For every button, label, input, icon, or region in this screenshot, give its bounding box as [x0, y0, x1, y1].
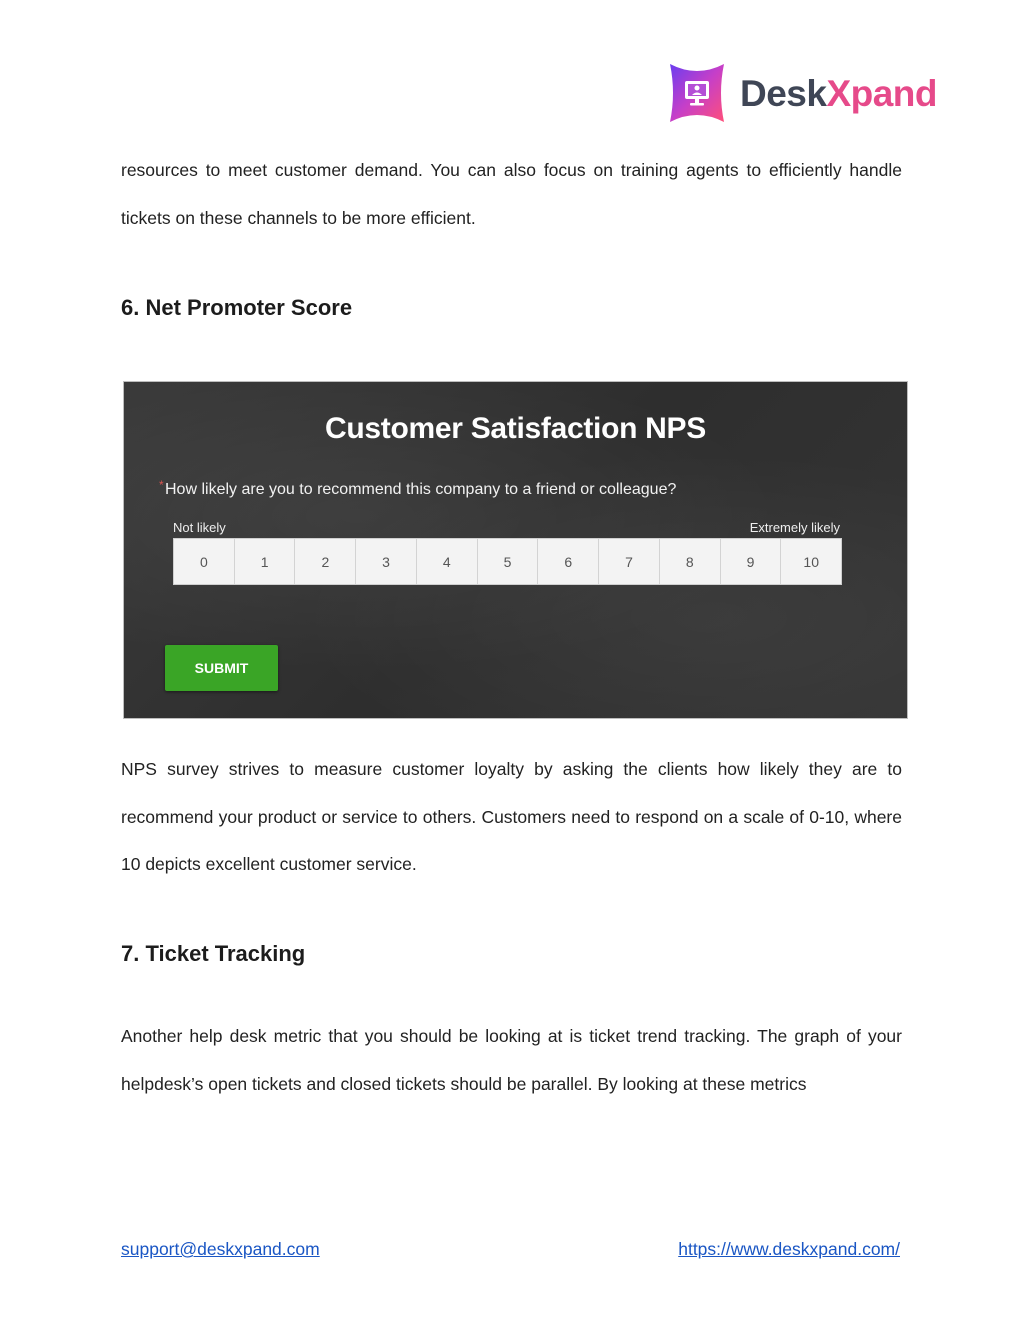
deskxpand-logo-icon — [664, 60, 730, 126]
nps-option-5[interactable]: 5 — [478, 539, 539, 584]
nps-survey-image — [123, 381, 908, 719]
nps-option-0[interactable]: 0 — [174, 539, 235, 584]
deskxpand-logo — [664, 60, 937, 126]
nps-option-4[interactable]: 4 — [417, 539, 478, 584]
nps-question — [159, 478, 677, 499]
nps-option-3[interactable]: 3 — [356, 539, 417, 584]
website-link[interactable]: https://www.deskxpand.com/ — [678, 1239, 900, 1259]
nps-option-1[interactable]: 1 — [235, 539, 296, 584]
nps-option-8[interactable]: 8 — [660, 539, 721, 584]
nps-description-paragraph: NPS survey strives to measure customer loyalty by asking the clients how likely they are to recommend your product or service to others. Customers need to respond on a scale of 0-10, where 10 depicts excellent customer service. — [121, 759, 902, 874]
heading-net-promoter-score: 6. Net Promoter Score — [121, 295, 353, 320]
nps-title: Customer Satisfaction NPS — [325, 412, 706, 445]
nps-option-7[interactable]: 7 — [599, 539, 660, 584]
nps-option-10[interactable]: 10 — [803, 553, 819, 570]
nps-rating-scale — [173, 538, 842, 585]
nps-option-2[interactable]: 2 — [295, 539, 356, 584]
required-marker: * — [159, 478, 164, 492]
support-email-link[interactable]: support@deskxpand.com — [121, 1239, 320, 1259]
nps-option-6[interactable]: 6 — [538, 539, 599, 584]
intro-paragraph: resources to meet customer demand. You can also focus on training agents to efficiently handle tickets on these channels to be more efficient. — [121, 160, 902, 228]
logo-text-desk: Desk — [740, 72, 827, 114]
logo-text-xpand: Xpand — [826, 72, 938, 114]
logo-wordmark — [740, 72, 938, 114]
nps-question-text: How likely are you to recommend this company to a friend or colleague? — [165, 481, 677, 498]
submit-button[interactable]: SUBMIT — [165, 645, 278, 691]
nps-low-label: Not likely — [173, 520, 226, 535]
nps-high-label: Extremely likely — [749, 520, 840, 535]
ticket-tracking-paragraph: Another help desk metric that you should be looking at is ticket trend tracking. The graph of your helpdesk’s open tickets and closed tickets should be parallel. By looking at these metrics — [121, 1026, 902, 1094]
heading-ticket-tracking: 7. Ticket Tracking — [121, 941, 306, 966]
nps-option-9[interactable]: 9 — [721, 539, 782, 584]
